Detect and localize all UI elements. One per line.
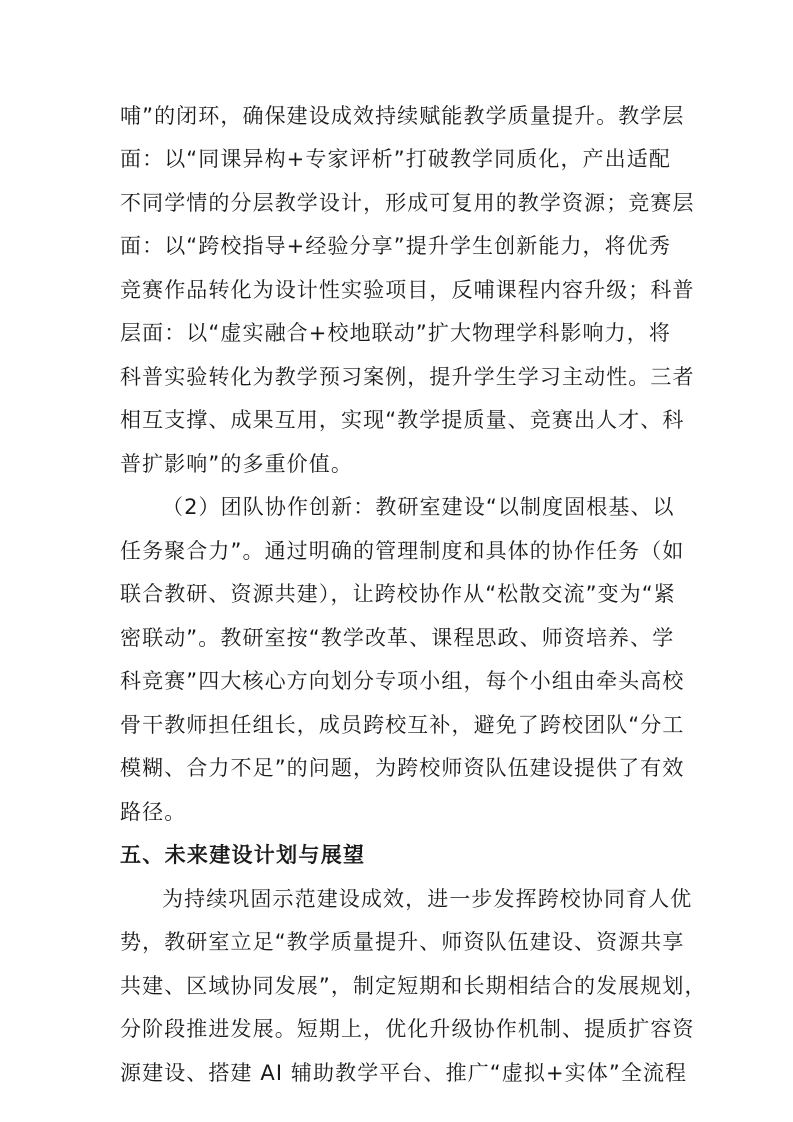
paragraph-line: 哺”的闭环，确保建设成效持续赋能教学质量提升。教学层 bbox=[120, 104, 685, 128]
paragraph-line: 层面：以“虚实融合+校地联动”扩大物理学科影响力，将 bbox=[120, 321, 671, 345]
paragraph-line: 势，教研室立足“教学质量提升、师资队伍建设、资源共享 bbox=[120, 930, 685, 954]
paragraph-line: （2）团队协作创新：教研室建设“以制度固根基、以 bbox=[162, 495, 675, 519]
paragraph-line: 源建设、搭建 AI 辅助教学平台、推广“虚拟+实体”全流程 bbox=[120, 1061, 688, 1085]
paragraph-line: 科竞赛”四大核心方向划分专项小组，每个小组由牵头高校 bbox=[120, 669, 685, 693]
paragraph-line: 分阶段推进发展。短期上，优化升级协作机制、提质扩容资 bbox=[120, 1017, 695, 1041]
paragraph-line: 联合教研、资源共建），让跨校协作从“松散交流”变为“紧 bbox=[120, 582, 676, 606]
paragraph-line: 为持续巩固示范建设成效，进一步发挥跨校协同育人优 bbox=[162, 887, 693, 911]
paragraph-line: 相互支撑、成果互用，实现“教学提质量、竞赛出人才、科 bbox=[120, 408, 685, 432]
paragraph-line: 共建、区域协同发展”，制定短期和长期相结合的发展规划， bbox=[120, 974, 707, 998]
paragraph-line: 科普实验转化为教学预习案例，提升学生学习主动性。三者 bbox=[120, 365, 695, 389]
paragraph-line: 普扩影响”的多重价值。 bbox=[120, 452, 353, 476]
section-heading: 五、未来建设计划与展望 bbox=[120, 843, 366, 867]
paragraph-line: 路径。 bbox=[120, 800, 187, 824]
paragraph-line: 竞赛作品转化为设计性实验项目，反哺课程内容升级；科普 bbox=[120, 278, 695, 302]
paragraph-line: 不同学情的分层教学设计，形成可复用的教学资源；竞赛层 bbox=[120, 191, 695, 215]
paragraph-line: 骨干教师担任组长，成员跨校互补，避免了跨校团队“分工 bbox=[120, 713, 685, 737]
paragraph-line: 密联动”。教研室按“教学改革、课程思政、师资培养、学 bbox=[120, 626, 675, 650]
paragraph-line: 任务聚合力”。通过明确的管理制度和具体的协作任务（如 bbox=[120, 539, 685, 563]
paragraph-line: 面：以“跨校指导+经验分享”提升学生创新能力，将优秀 bbox=[120, 234, 671, 258]
paragraph-line: 模糊、合力不足”的问题，为跨校师资队伍建设提供了有效 bbox=[120, 756, 685, 780]
paragraph-line: 面：以“同课异构+专家评析”打破教学同质化，产出适配 bbox=[120, 147, 671, 171]
